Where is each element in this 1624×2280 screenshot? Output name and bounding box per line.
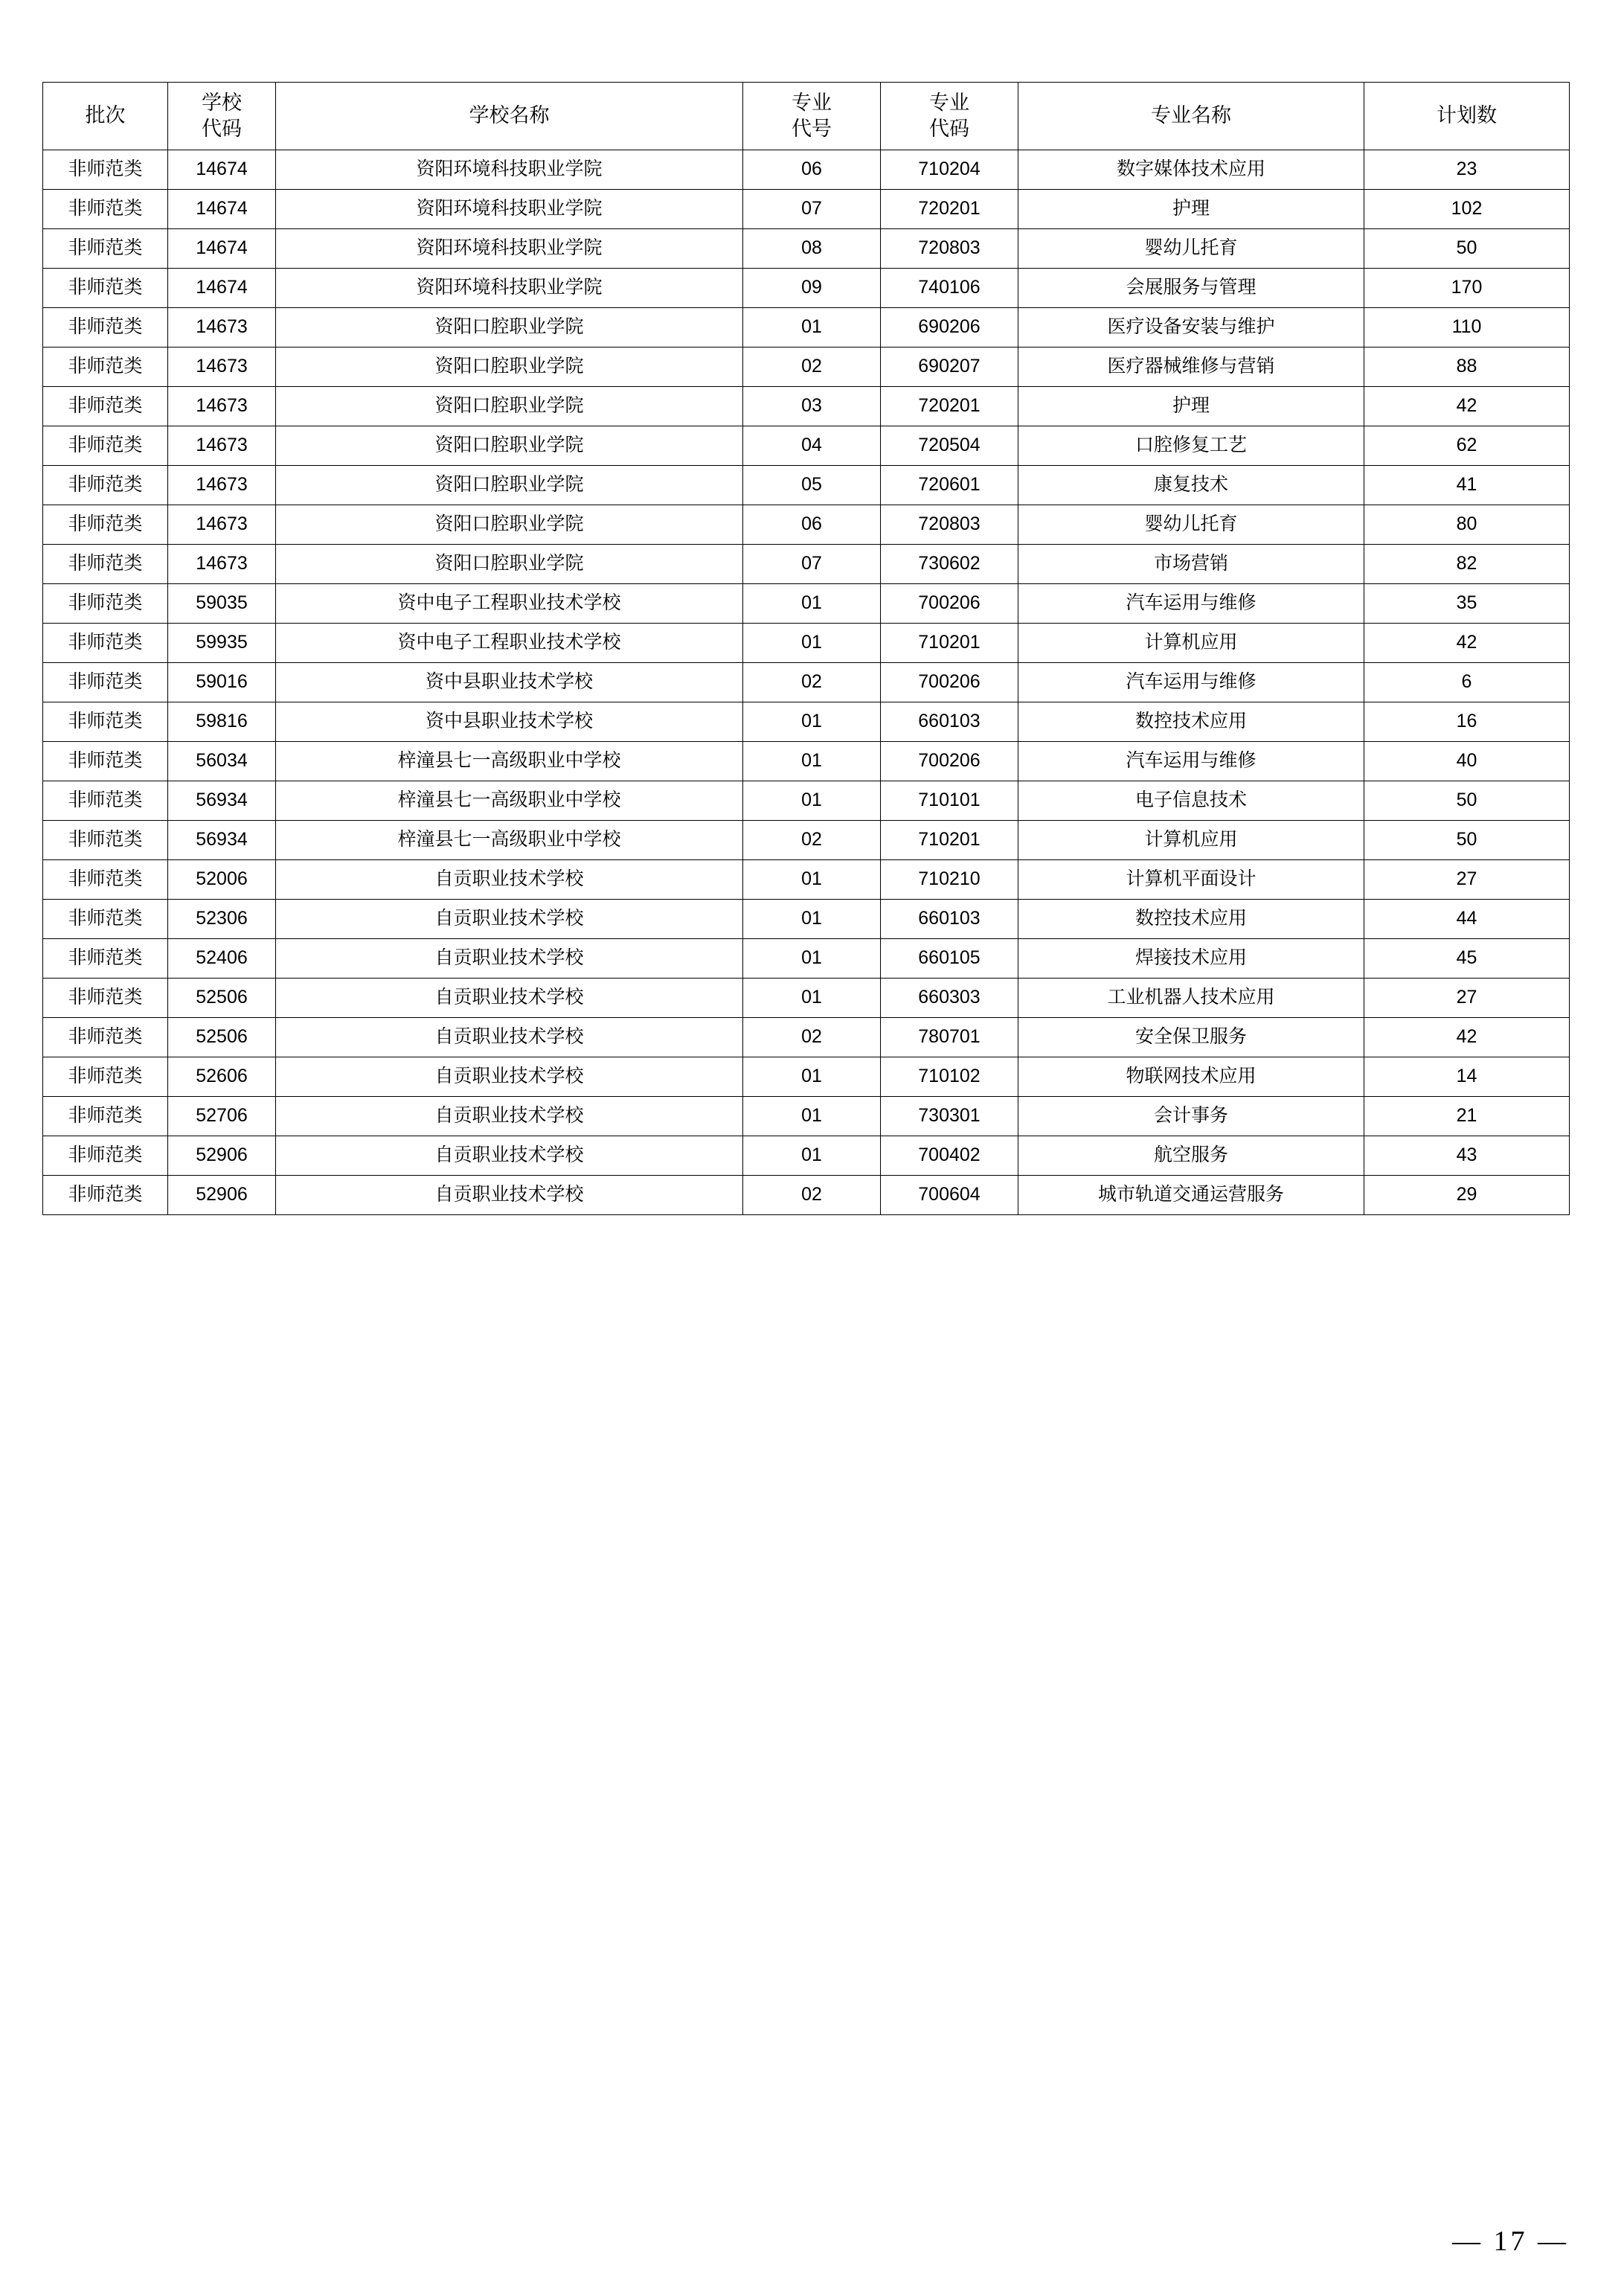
cell-school-code: 52906 [168,1136,276,1176]
cell-school-name: 资阳口腔职业学院 [276,308,743,348]
cell-school-code: 52306 [168,900,276,939]
cell-major-name: 数控技术应用 [1018,702,1364,742]
cell-school-code: 14673 [168,505,276,545]
table-row [43,1057,1570,1097]
cell-major-number: 06 [743,505,881,545]
cell-major-name: 会计事务 [1018,1097,1364,1136]
cell-school-name: 自贡职业技术学校 [276,1018,743,1057]
cell-batch: 非师范类 [43,860,168,900]
cell-plan-count: 23 [1364,150,1570,190]
cell-major-number: 05 [743,466,881,505]
cell-major-number: 01 [743,979,881,1018]
cell-major-name: 电子信息技术 [1018,781,1364,821]
cell-school-name: 自贡职业技术学校 [276,900,743,939]
cell-batch: 非师范类 [43,584,168,624]
cell-major-number: 01 [743,1097,881,1136]
table-row [43,624,1570,663]
cell-school-code: 14674 [168,190,276,229]
cell-school-name: 自贡职业技术学校 [276,979,743,1018]
cell-major-number: 02 [743,348,881,387]
cell-batch: 非师范类 [43,1176,168,1215]
table-row [43,1176,1570,1215]
header-line: 代号 [792,118,832,140]
cell-school-name: 梓潼县七一高级职业中学校 [276,821,743,860]
cell-major-number: 01 [743,308,881,348]
cell-major-code: 720201 [881,387,1018,426]
cell-major-name: 航空服务 [1018,1136,1364,1176]
cell-batch: 非师范类 [43,1018,168,1057]
cell-school-code: 14673 [168,348,276,387]
cell-major-name: 口腔修复工艺 [1018,426,1364,466]
cell-plan-count: 21 [1364,1097,1570,1136]
cell-major-code: 720504 [881,426,1018,466]
cell-batch: 非师范类 [43,821,168,860]
cell-batch: 非师范类 [43,348,168,387]
cell-batch: 非师范类 [43,308,168,348]
table-row [43,505,1570,545]
cell-batch: 非师范类 [43,1097,168,1136]
cell-school-code: 52606 [168,1057,276,1097]
cell-major-code: 710201 [881,821,1018,860]
cell-plan-count: 82 [1364,545,1570,584]
cell-school-code: 52706 [168,1097,276,1136]
header-line: 学校名称 [469,104,550,127]
cell-school-name: 梓潼县七一高级职业中学校 [276,781,743,821]
cell-school-name: 资中电子工程职业技术学校 [276,624,743,663]
cell-major-name: 数控技术应用 [1018,900,1364,939]
header-line: 学校 [202,91,242,114]
cell-school-code: 59016 [168,663,276,702]
cell-school-name: 资中县职业技术学校 [276,663,743,702]
table-row [43,979,1570,1018]
cell-major-code: 660103 [881,900,1018,939]
cell-school-name: 资阳口腔职业学院 [276,505,743,545]
table-row [43,1097,1570,1136]
cell-school-name: 资阳口腔职业学院 [276,466,743,505]
cell-major-code: 700604 [881,1176,1018,1215]
cell-plan-count: 50 [1364,781,1570,821]
page-number: — 17 — [1452,2226,1569,2257]
cell-major-number: 04 [743,426,881,466]
header-line: 专业名称 [1151,104,1231,127]
cell-major-name: 安全保卫服务 [1018,1018,1364,1057]
cell-major-name: 市场营销 [1018,545,1364,584]
cell-plan-count: 50 [1364,821,1570,860]
cell-major-number: 01 [743,624,881,663]
cell-major-name: 医疗器械维修与营销 [1018,348,1364,387]
table-row [43,1136,1570,1176]
table-row [43,742,1570,781]
cell-major-name: 婴幼儿托育 [1018,505,1364,545]
cell-major-code: 660303 [881,979,1018,1018]
cell-major-number: 01 [743,900,881,939]
header-line: 代码 [202,118,242,140]
table-row [43,466,1570,505]
cell-major-number: 01 [743,860,881,900]
cell-major-number: 07 [743,190,881,229]
cell-school-name: 资中电子工程职业技术学校 [276,584,743,624]
column-header-school-name [276,83,743,150]
cell-batch: 非师范类 [43,426,168,466]
table-row [43,821,1570,860]
table-row [43,190,1570,229]
cell-school-name: 资阳口腔职业学院 [276,545,743,584]
cell-school-name: 自贡职业技术学校 [276,939,743,979]
cell-school-name: 自贡职业技术学校 [276,1136,743,1176]
cell-batch: 非师范类 [43,190,168,229]
table-row [43,229,1570,269]
cell-batch: 非师范类 [43,742,168,781]
cell-major-name: 汽车运用与维修 [1018,742,1364,781]
cell-school-code: 52006 [168,860,276,900]
cell-batch: 非师范类 [43,545,168,584]
cell-major-number: 03 [743,387,881,426]
cell-school-code: 59816 [168,702,276,742]
table-row [43,781,1570,821]
cell-major-code: 710201 [881,624,1018,663]
table-row [43,387,1570,426]
enrollment-plan-table [42,82,1570,1215]
cell-plan-count: 43 [1364,1136,1570,1176]
cell-major-name: 工业机器人技术应用 [1018,979,1364,1018]
table-row [43,860,1570,900]
cell-major-name: 康复技术 [1018,466,1364,505]
cell-major-number: 01 [743,584,881,624]
cell-major-code: 720803 [881,505,1018,545]
cell-batch: 非师范类 [43,781,168,821]
header-line: 计划数 [1437,104,1497,127]
cell-school-name: 梓潼县七一高级职业中学校 [276,742,743,781]
cell-batch: 非师范类 [43,229,168,269]
cell-batch: 非师范类 [43,1136,168,1176]
cell-plan-count: 102 [1364,190,1570,229]
cell-school-name: 资阳口腔职业学院 [276,348,743,387]
cell-batch: 非师范类 [43,663,168,702]
cell-major-code: 710210 [881,860,1018,900]
cell-school-code: 14673 [168,545,276,584]
table-row [43,663,1570,702]
table-row [43,702,1570,742]
cell-batch: 非师范类 [43,624,168,663]
column-header-school-code [168,83,276,150]
column-header-major-name [1018,83,1364,150]
table-row [43,1018,1570,1057]
cell-major-name: 计算机平面设计 [1018,860,1364,900]
cell-major-code: 660103 [881,702,1018,742]
table-row [43,269,1570,308]
table-row [43,426,1570,466]
cell-school-name: 资阳环境科技职业学院 [276,190,743,229]
cell-plan-count: 42 [1364,387,1570,426]
cell-batch: 非师范类 [43,466,168,505]
table-row [43,308,1570,348]
cell-plan-count: 35 [1364,584,1570,624]
header-line: 批次 [85,104,126,127]
cell-major-code: 700206 [881,584,1018,624]
header-line: 专业 [792,91,832,114]
cell-school-code: 14673 [168,387,276,426]
cell-major-code: 720803 [881,229,1018,269]
cell-school-code: 56034 [168,742,276,781]
cell-plan-count: 110 [1364,308,1570,348]
cell-school-name: 资阳环境科技职业学院 [276,229,743,269]
column-header-plan-count [1364,83,1570,150]
cell-major-number: 02 [743,821,881,860]
cell-plan-count: 27 [1364,979,1570,1018]
cell-major-code: 690207 [881,348,1018,387]
cell-major-name: 医疗设备安装与维护 [1018,308,1364,348]
cell-plan-count: 88 [1364,348,1570,387]
cell-plan-count: 44 [1364,900,1570,939]
cell-school-code: 14673 [168,426,276,466]
cell-batch: 非师范类 [43,702,168,742]
cell-major-code: 700206 [881,742,1018,781]
cell-school-name: 自贡职业技术学校 [276,1097,743,1136]
cell-school-name: 自贡职业技术学校 [276,1176,743,1215]
cell-major-name: 城市轨道交通运营服务 [1018,1176,1364,1215]
cell-major-code: 710102 [881,1057,1018,1097]
cell-plan-count: 80 [1364,505,1570,545]
table-header-row [43,83,1570,150]
cell-major-name: 汽车运用与维修 [1018,663,1364,702]
cell-batch: 非师范类 [43,505,168,545]
cell-major-name: 计算机应用 [1018,821,1364,860]
table-row [43,348,1570,387]
cell-plan-count: 42 [1364,1018,1570,1057]
cell-school-code: 59035 [168,584,276,624]
cell-major-number: 01 [743,1136,881,1176]
cell-major-code: 730602 [881,545,1018,584]
cell-major-code: 710204 [881,150,1018,190]
cell-major-code: 720601 [881,466,1018,505]
cell-major-name: 数字媒体技术应用 [1018,150,1364,190]
cell-school-code: 14673 [168,466,276,505]
cell-major-code: 720201 [881,190,1018,229]
cell-school-code: 52506 [168,1018,276,1057]
cell-major-number: 01 [743,781,881,821]
cell-major-code: 780701 [881,1018,1018,1057]
cell-major-code: 710101 [881,781,1018,821]
cell-batch: 非师范类 [43,979,168,1018]
cell-major-number: 01 [743,1057,881,1097]
cell-school-code: 14673 [168,308,276,348]
cell-plan-count: 29 [1364,1176,1570,1215]
table-row [43,900,1570,939]
cell-major-name: 婴幼儿托育 [1018,229,1364,269]
column-header-batch [43,83,168,150]
cell-school-code: 56934 [168,821,276,860]
cell-major-number: 09 [743,269,881,308]
cell-batch: 非师范类 [43,939,168,979]
cell-major-code: 690206 [881,308,1018,348]
cell-plan-count: 40 [1364,742,1570,781]
cell-major-number: 01 [743,939,881,979]
cell-plan-count: 14 [1364,1057,1570,1097]
cell-school-name: 资阳环境科技职业学院 [276,269,743,308]
cell-batch: 非师范类 [43,900,168,939]
cell-school-code: 14674 [168,150,276,190]
cell-school-code: 52506 [168,979,276,1018]
cell-major-code: 740106 [881,269,1018,308]
cell-major-number: 01 [743,702,881,742]
cell-school-code: 52406 [168,939,276,979]
cell-plan-count: 42 [1364,624,1570,663]
header-line: 专业 [929,91,969,114]
cell-major-number: 02 [743,1018,881,1057]
cell-major-number: 01 [743,742,881,781]
cell-major-number: 07 [743,545,881,584]
header-line: 代码 [929,118,969,140]
cell-major-name: 汽车运用与维修 [1018,584,1364,624]
cell-school-name: 自贡职业技术学校 [276,1057,743,1097]
cell-major-number: 02 [743,1176,881,1215]
cell-school-code: 56934 [168,781,276,821]
cell-plan-count: 45 [1364,939,1570,979]
cell-major-code: 700206 [881,663,1018,702]
table-body [43,150,1570,1215]
cell-major-code: 730301 [881,1097,1018,1136]
table-row [43,584,1570,624]
table-row [43,150,1570,190]
cell-plan-count: 6 [1364,663,1570,702]
cell-plan-count: 16 [1364,702,1570,742]
cell-batch: 非师范类 [43,269,168,308]
cell-school-name: 自贡职业技术学校 [276,860,743,900]
enrollment-plan-table-container [42,82,1569,2257]
cell-major-name: 会展服务与管理 [1018,269,1364,308]
cell-major-number: 08 [743,229,881,269]
cell-school-code: 14674 [168,229,276,269]
cell-school-code: 14674 [168,269,276,308]
table-row [43,939,1570,979]
cell-school-code: 59935 [168,624,276,663]
cell-major-name: 护理 [1018,387,1364,426]
cell-plan-count: 50 [1364,229,1570,269]
cell-major-name: 物联网技术应用 [1018,1057,1364,1097]
cell-major-name: 焊接技术应用 [1018,939,1364,979]
cell-major-name: 计算机应用 [1018,624,1364,663]
cell-batch: 非师范类 [43,1057,168,1097]
cell-school-name: 资阳口腔职业学院 [276,426,743,466]
cell-school-code: 52906 [168,1176,276,1215]
table-row [43,545,1570,584]
cell-plan-count: 170 [1364,269,1570,308]
column-header-major-number [743,83,881,150]
cell-batch: 非师范类 [43,387,168,426]
cell-plan-count: 41 [1364,466,1570,505]
cell-school-name: 资阳环境科技职业学院 [276,150,743,190]
cell-major-number: 02 [743,663,881,702]
cell-plan-count: 27 [1364,860,1570,900]
cell-plan-count: 62 [1364,426,1570,466]
cell-major-code: 660105 [881,939,1018,979]
table-header [43,83,1570,150]
cell-major-number: 06 [743,150,881,190]
cell-batch: 非师范类 [43,150,168,190]
cell-major-name: 护理 [1018,190,1364,229]
cell-school-name: 资中县职业技术学校 [276,702,743,742]
cell-school-name: 资阳口腔职业学院 [276,387,743,426]
column-header-major-code [881,83,1018,150]
cell-major-code: 700402 [881,1136,1018,1176]
